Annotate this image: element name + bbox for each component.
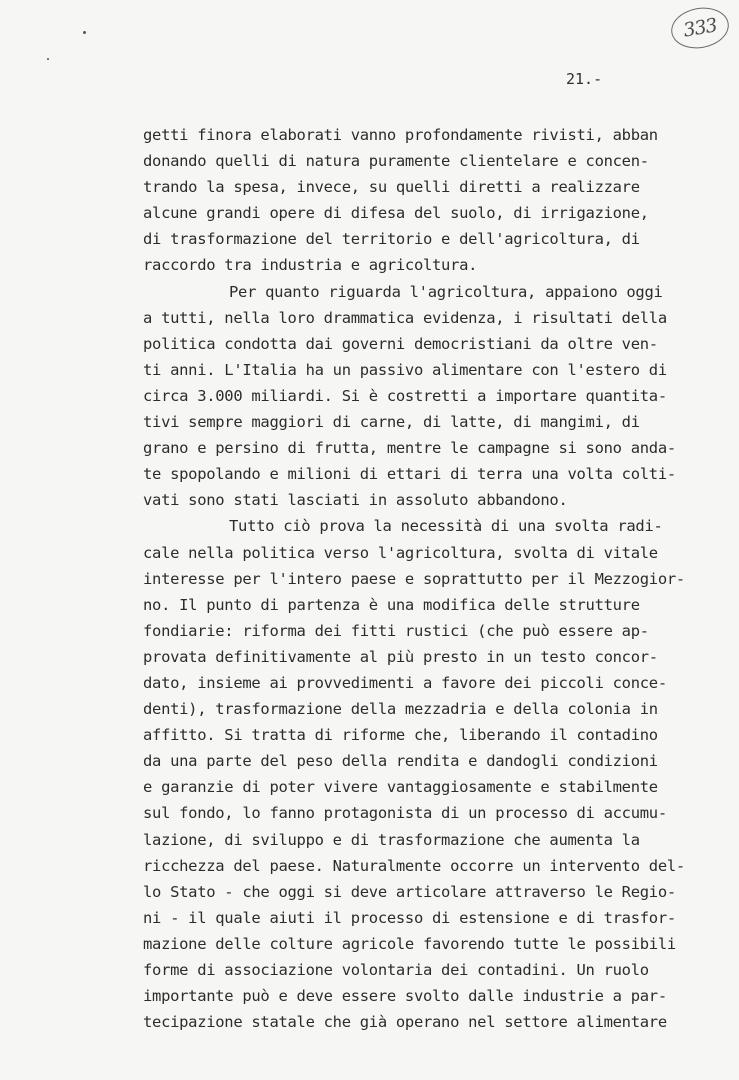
text-line: interesse per l'intero paese e soprattutto per il Mezzogior- <box>143 569 685 588</box>
text-line: da una parte del peso della rendita e dandogli condizioni <box>143 752 658 771</box>
text-line: no. Il punto di partenza è una modifica delle strutture <box>143 595 640 614</box>
text-line: denti), trasformazione della mezzadria e della colonia in <box>143 700 658 719</box>
text-line: tivi sempre maggiori di carne, di latte, di mangimi, di <box>143 413 640 432</box>
text-line: a tutti, nella loro drammatica evidenza, i risultati della <box>143 308 667 327</box>
text-line: Per quanto riguarda l'agricoltura, appaiono oggi <box>229 282 663 301</box>
body-text <box>143 122 685 1035</box>
text-line: politica condotta dai governi democristiani da oltre ven- <box>143 334 658 353</box>
text-line: affitto. Si tratta di riforme che, liberando il contadino <box>143 726 658 745</box>
text-line: lo Stato - che oggi si deve articolare attraverso le Regio- <box>143 882 676 901</box>
page-number: 21.- <box>566 70 603 88</box>
text-line: cale nella politica verso l'agricoltura, svolta di vitale <box>143 543 658 562</box>
text-line: Tutto ciò prova la necessità di una svolta radi- <box>229 517 663 536</box>
text-line: fondiarie: riforma dei fitti rustici (che può essere ap- <box>143 621 649 640</box>
text-line: di trasformazione del territorio e dell'agricoltura, di <box>143 230 640 249</box>
text-line: provata definitivamente al più presto in un testo concor- <box>143 647 658 666</box>
text-line: donando quelli di natura puramente clientelare e concen- <box>143 152 649 171</box>
text-line: raccordo tra industria e agricoltura. <box>143 256 478 275</box>
text-line: te spopolando e milioni di ettari di terra una volta colti- <box>143 465 676 484</box>
text-line: ti anni. L'Italia ha un passivo alimentare con l'estero di <box>143 360 667 379</box>
text-line: ricchezza del paese. Naturalmente occorre un intervento del- <box>143 856 685 875</box>
text-line: dato, insieme ai provvedimenti a favore dei piccoli conce- <box>143 673 667 692</box>
speck <box>83 31 86 34</box>
text-line: grano e persino di frutta, mentre le campagne si sono anda- <box>143 439 676 458</box>
text-line: sul fondo, lo fanno protagonista di un processo di accumu- <box>143 804 667 823</box>
text-line: tecipazione statale che già operano nel settore alimentare <box>143 1013 667 1032</box>
text-line: importante può e deve essere svolto dalle industrie a par- <box>143 987 667 1006</box>
text-line: getti finora elaborati vanno profondamente rivisti, abban <box>143 126 658 144</box>
archive-stamp: 333 <box>668 3 732 52</box>
text-line: alcune grandi opere di difesa del suolo, di irrigazione, <box>143 204 649 223</box>
text-line: vati sono stati lasciati in assoluto abbandono. <box>143 491 568 510</box>
text-line: mazione delle colture agricole favorendo tutte le possibili <box>143 934 676 953</box>
text-line: circa 3.000 miliardi. Si è costretti a importare quantita- <box>143 386 667 405</box>
speck <box>47 58 49 60</box>
text-line: lazione, di sviluppo e di trasformazione che aumenta la <box>143 830 640 849</box>
text-line: e garanzie di poter vivere vantaggiosamente e stabilmente <box>143 778 658 797</box>
text-line: forme di associazione volontaria dei contadini. Un ruolo <box>143 961 649 979</box>
text-line: ni - il quale aiuti il processo di estensione e di trasfor- <box>143 908 676 927</box>
text-line: trando la spesa, invece, su quelli diretti a realizzare <box>143 178 640 197</box>
